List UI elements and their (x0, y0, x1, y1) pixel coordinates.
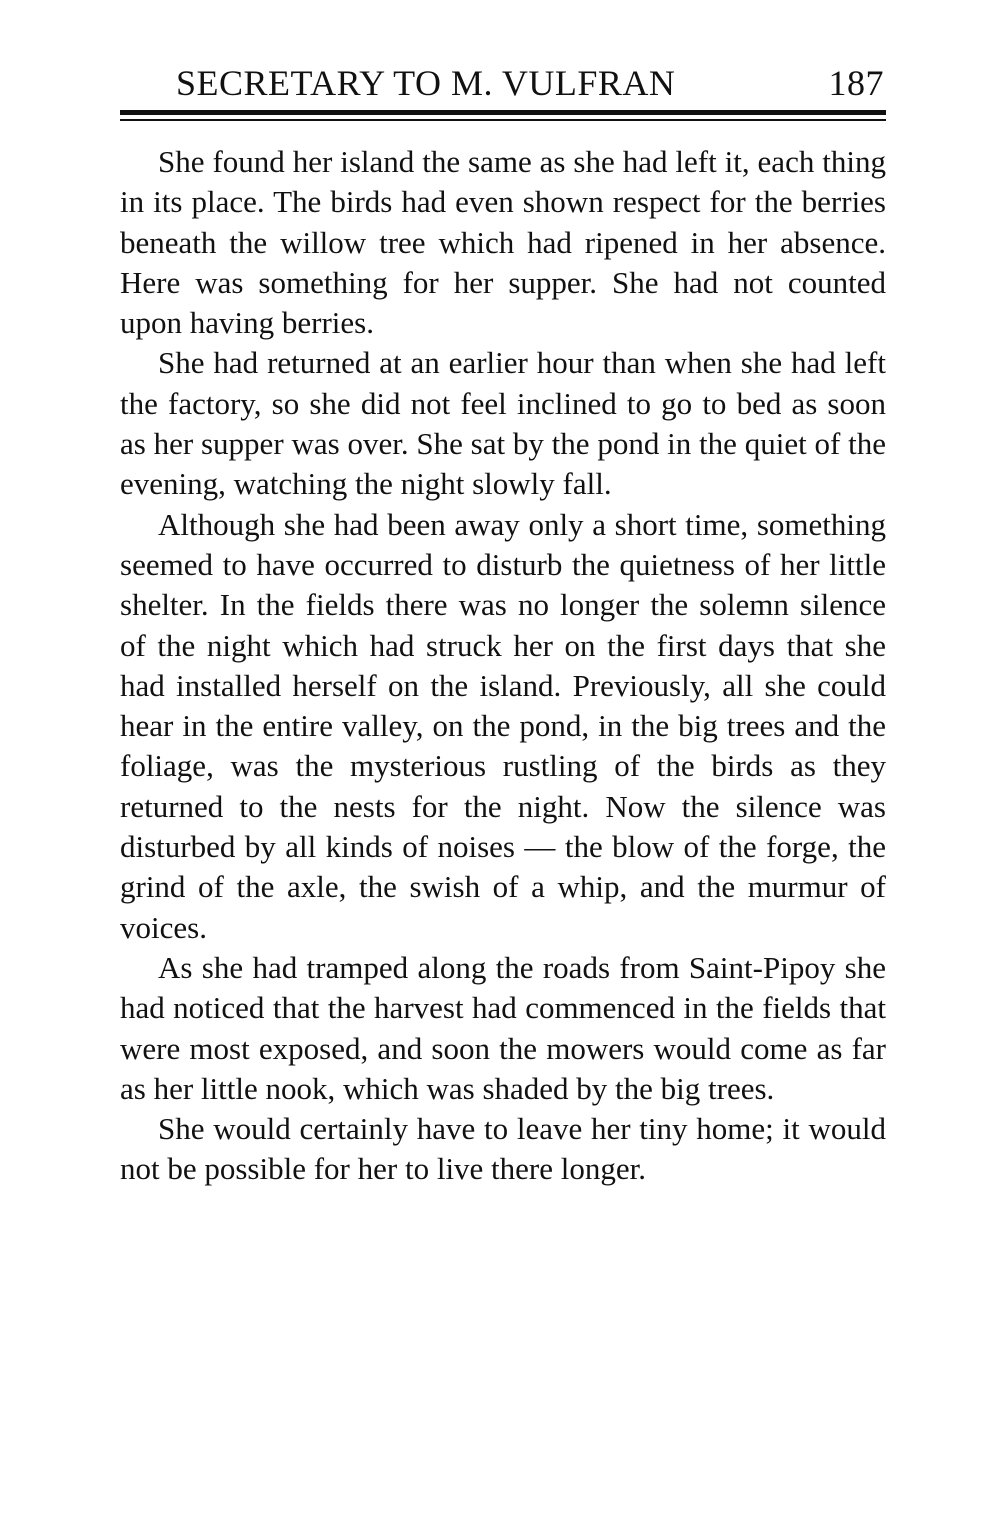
paragraph: She had returned at an earlier hour than when she had left the factory, so she did not feel inclined to go to bed as soon as her supper was over. She sat by the pond in the quiet of the evening, watching the night slowly fall. (120, 345, 886, 502)
book-page (120, 58, 886, 1187)
running-title: SECRETARY TO M. VULFRAN (176, 63, 676, 103)
paragraph: Although she had been away only a short time, something seemed to have occurred to disturb the quietness of her little shelter. In the fields there was no longer the solemn silence of the night which had struck her on the first days that she had installed herself on the island. Previously, all she could hear in the entire valley, on the pond, in the big trees and the foliage, was the mysterious rustling of the birds as they returned to the nests for the night. Now the silence was disturbed by all kinds of noises — the blow of the forge, the grind of the axle, the swish of a whip, and the murmur of voices. (120, 506, 886, 945)
header-rule-thick (120, 110, 886, 115)
page-number: 187 (828, 63, 884, 103)
paragraph: As she had tramped along the roads from Saint-Pipoy she had noticed that the harvest had commenced in the fields that were most exposed, and soon the mowers would come as far as her little nook, which was shaded by the big trees. (120, 949, 886, 1106)
paragraph: She would certainly have to leave her tiny home; it would not be possible for her to live there longer. (120, 1111, 886, 1187)
body-text (120, 142, 886, 1190)
header-rule-thin (120, 119, 886, 121)
paragraph: She found her island the same as she had left it, each thing in its place. The birds had even shown respect for the berries beneath the willow tree which had ripened in her absence. Here was something for her supper. She had not counted upon having berries. (120, 144, 886, 341)
running-header (120, 58, 886, 108)
